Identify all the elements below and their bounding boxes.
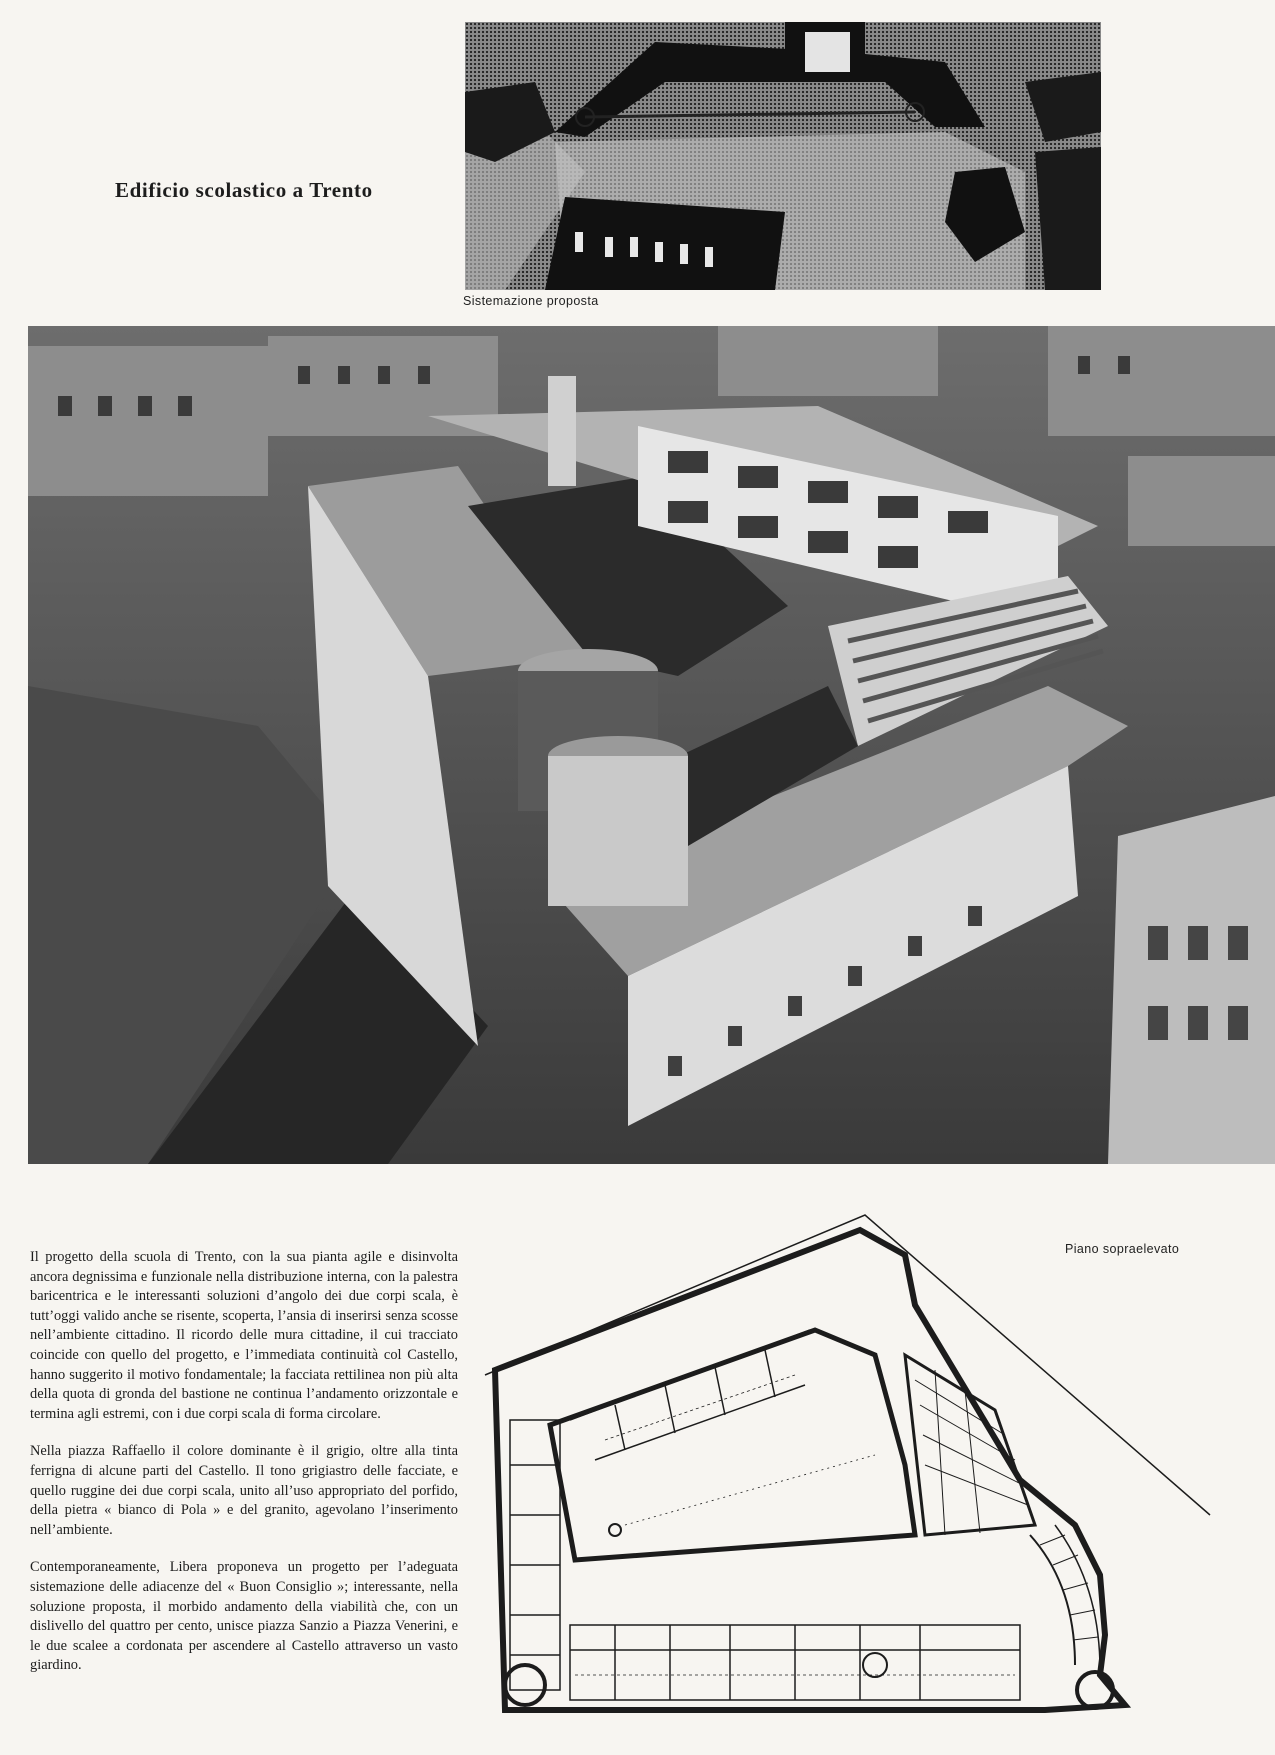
article-text [30,1248,458,1694]
page-title: Edificio scolastico a Trento [115,178,373,202]
site-plan-image [465,22,1101,290]
paragraph: Il progetto della scuola di Trento, con la sua pianta agile e disinvolta ancora degnissima e funzionale nella distribuzione interna, con la palestra baricentrica e le interessanti soluzioni d’angolo dei due corpi scala, è tutt’oggi valido anche se risente, scoperta, l’ansia di inserirsi senza scosse nell’ambiente cittadino. Il ricordo delle mura cittadine, il cui tracciato coincide con quello del progetto, e l’immediata continuità col Castello, hanno suggerito il motivo fondamentale; la facciata rettilinea non più alta della quota di gronda del bastione ne continua l’andamento orizzontale e termina agli estremi, con i due corpi scala di forma circolare. [30,1249,458,1422]
floor-plan-drawing [475,1205,1215,1745]
aerial-photo [28,326,1275,1164]
paragraph: Nella piazza Raffaello il colore dominante è il grigio, oltre alla tinta ferrigna di alcune parti del Castello. Il tono grigiastro delle facciate, e quello ruggine dei due corpi scala, unito all’uso appropriato del porfido, della pietra « bianco di Pola » e del granito, agevolano l’inserimento nell’ambiente. [30,1443,458,1538]
map-caption: Sistemazione proposta [463,294,599,308]
paragraph: Contemporaneamente, Libera proponeva un progetto per l’adeguata sistemazione delle adiacenze del « Buon Consiglio »; interessante, nella soluzione proposta, il morbido andamento della viabilità che, con un dislivello del quattro per cento, unisce piazza Sanzio a Piazza Venerini, e le due scalee a cordonata per ascendere al Castello attraverso un vasto giardino. [30,1559,458,1674]
plan-caption: Piano sopraelevato [1065,1242,1180,1256]
